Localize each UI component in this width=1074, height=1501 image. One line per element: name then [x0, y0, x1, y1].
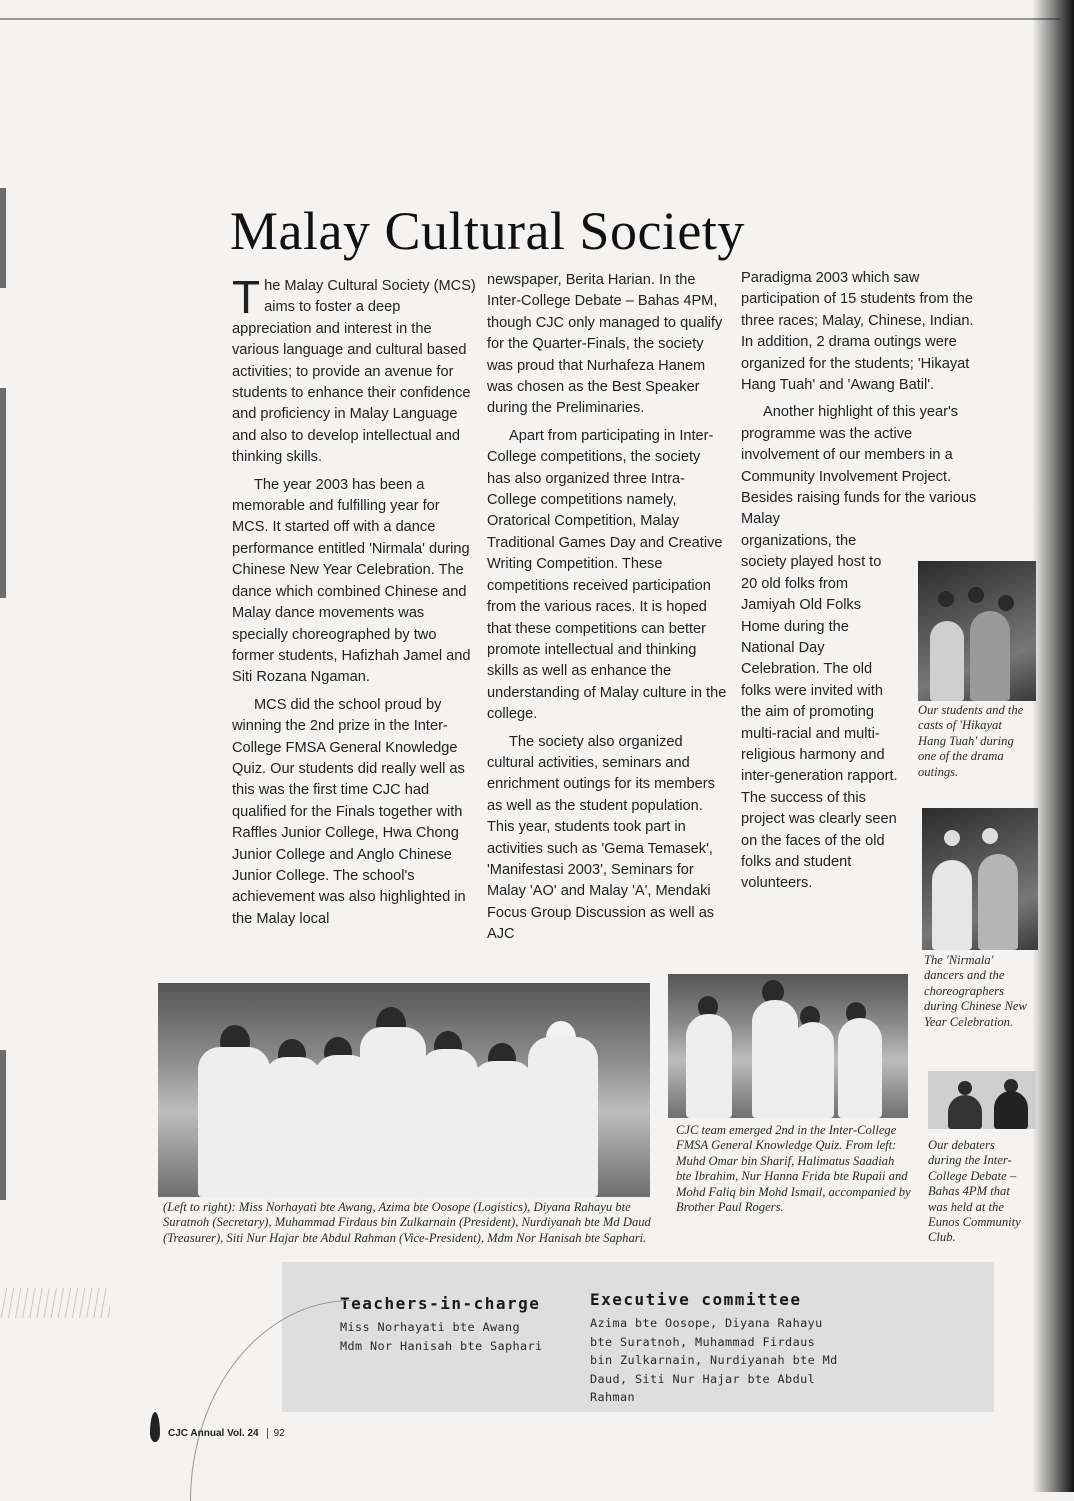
committee-group-photo: [158, 983, 650, 1197]
top-rule: [0, 18, 1060, 20]
page-title: Malay Cultural Society: [230, 201, 745, 261]
decorative-curve: [190, 1300, 351, 1501]
binding-shadow: [1032, 0, 1074, 1492]
paragraph: The year 2003 has been a memorable and fulfilling year for MCS. It started off with a dance performance entitled 'Nirmala' during Chinese New Year Celebration. The dance which combined Chinese and Malay dance movements was specially choreographed by two former students, Hafizhah Jamel and Siti Rozana Ngaman.: [232, 476, 471, 686]
text-column-1: [232, 271, 476, 930]
paragraph: newspaper, Berita Harian. In the Inter-College Debate – Bahas 4PM, though CJC only managed to qualify for the Quarter-Finals, the society was proud that Nurhafeza Hanem was chosen as the Best Speaker during the Preliminaries.: [487, 272, 723, 417]
drama-outing-caption: Our students and the casts of 'Hikayat Hang Tuah' during one of the drama outings.: [918, 703, 1024, 779]
leaf-logo-icon: [150, 1412, 160, 1442]
paragraph: The society also organized cultural activities, seminars and enrichment outings for its members as well as the student population. This year, students took part in activities such as 'Gema Temasek', 'Manifestasi 2003', Seminars for Malay 'AO' and Malay 'A', Mendaki Focus Group Discussion as well as AJC: [487, 733, 715, 943]
nirmala-dancers-caption: The 'Nirmala' dancers and the choreographers during Chinese New Year Celebration.: [924, 953, 1027, 1029]
debaters-photo: [928, 1071, 1036, 1129]
teachers-list: Miss Norhayati bte Awang Mdm Nor Hanisah bte Saphari: [340, 1320, 543, 1353]
paragraph: Apart from participating in Inter-College competitions, the society has also organized three Intra-College competitions namely, Oratorical Competition, Malay Traditional Games Day and Creative Writing Competition. These competitions received participation from the various races. It is hoped that these competitions can better promote intellectual and thinking skills as well as enhance the understanding of Malay culture in the college.: [487, 427, 727, 723]
debaters-caption: Our debaters during the Inter-College Debate – Bahas 4PM that was held at the Eunos Community Club.: [928, 1138, 1021, 1245]
paragraph: Another highlight of this year's programme was the active involvement of our members in a Community Involvement Project. Besides raising funds for the various Malay: [741, 404, 977, 528]
exco-heading: Executive committee: [590, 1290, 802, 1309]
edge-mark: [0, 1050, 6, 1200]
exco-list: Azima bte Oosope, Diyana Rahayu bte Suratnoh, Muhammad Firdaus bin Zulkarnain, Nurdiyanah bte Md Daud, Siti Nur Hajar bte Abdul Rahman: [590, 1316, 838, 1404]
edge-mark: [0, 188, 6, 288]
paragraph: MCS did the school proud by winning the 2nd prize in the Inter-College FMSA General Knowledge Quiz. Our students did really well as this was the first time CJC had qualified for the Finals together with Raffles Junior College, Hwa Chong Junior College and Anglo Chinese Junior College. The school's achievement was also highlighted in the Malay local: [232, 696, 466, 927]
quiz-team-photo: [668, 974, 908, 1118]
page-number: 92: [267, 1428, 285, 1439]
page-footer: [168, 1428, 285, 1439]
teachers-heading: Teachers-in-charge: [340, 1294, 541, 1313]
paragraph: Paradigma 2003 which saw participation of 15 students from the three races; Malay, Chinese, Indian. In addition, 2 drama outings were organized for the students; 'Hikayat Hang Tuah' and 'Awang Batil'.: [741, 270, 974, 394]
paragraph: organizations, the society played host to 20 old folks from Jamiyah Old Folks Home during the National Day Celebration. The old folks were invited with the aim of promoting multi-racial and multi-religious harmony and inter-generation rapport. The success of this project was clearly seen on the faces of the old folks and student volunteers.: [741, 532, 898, 892]
publication-name: CJC Annual Vol. 24: [168, 1428, 259, 1439]
decorative-streak: [0, 1288, 110, 1318]
committee-group-caption: (Left to right): Miss Norhayati bte Awang, Azima bte Oosope (Logistics), Diyana Rahayu bte Suratnoh (Secretary), Muhammad Firdaus bin Zulkarnain (President), Nurdiyanah bte Md Daud (Treasurer), Siti Nur Hajar bte Abdul Rahman (Vice-President), Mdm Nor Hanisah bte Saphari.: [163, 1200, 651, 1245]
edge-mark: [0, 388, 6, 598]
nirmala-dancers-photo: [922, 808, 1038, 950]
paragraph: The Malay Cultural Society (MCS) aims to foster a deep appreciation and interest in the various language and cultural based activities; to provide an avenue for students to enhance their confidence and proficiency in Malay Language and also to develop intellectual and thinking skills.: [232, 271, 476, 466]
quiz-team-caption: CJC team emerged 2nd in the Inter-College FMSA General Knowledge Quiz. From left: Muhd Omar bin Sharif, Halimatus Saadiah bte Ibrahim, Nur Hanna Frida bte Rupaii and Mohd Faliq bin Mohd Ismail, accompanied by Brother Paul Rogers.: [676, 1123, 911, 1215]
drama-outing-photo: [918, 561, 1036, 701]
text-column-2: [487, 270, 727, 946]
drop-cap: T: [232, 271, 261, 323]
